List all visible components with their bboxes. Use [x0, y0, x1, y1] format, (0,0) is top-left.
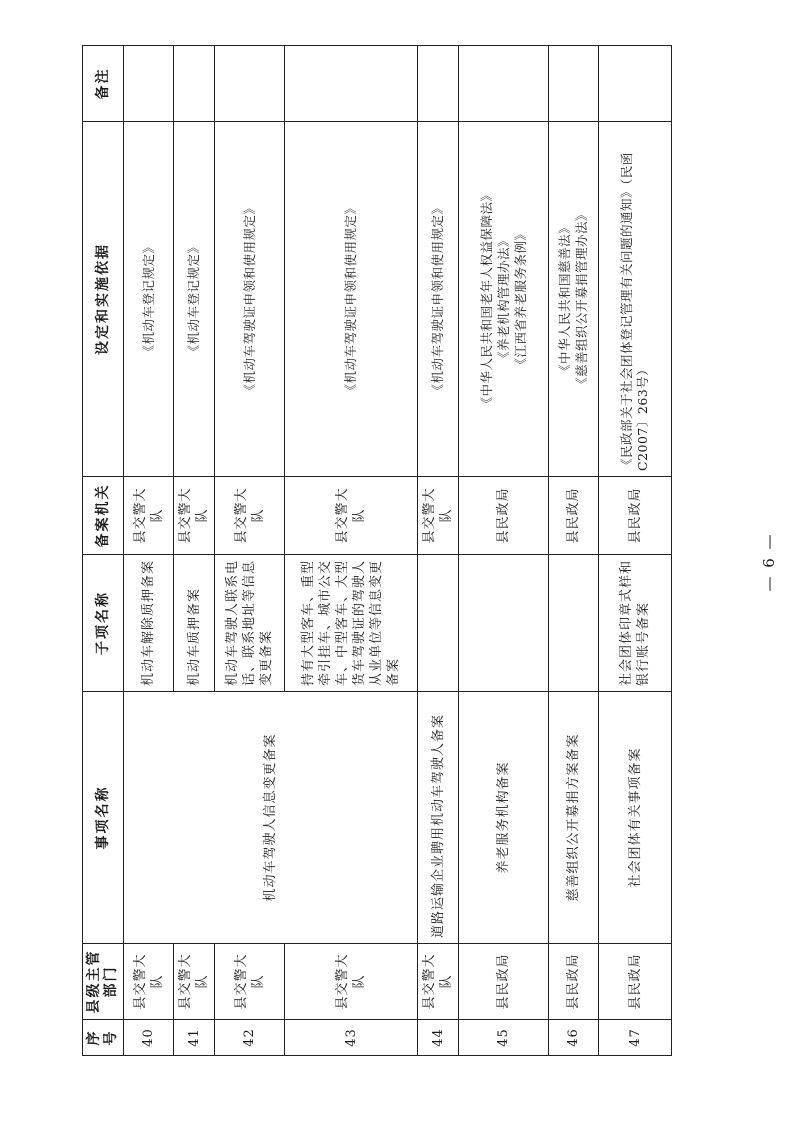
dept-cell: 县交警大队: [285, 944, 418, 1020]
agency-cell: 县交警大队: [124, 477, 174, 555]
basis-line: 《民政部关于社会团体登记管理有关问题的通知》（民函C2007〕263号）: [619, 152, 650, 471]
dept-cell: 县交警大队: [215, 944, 285, 1020]
agency-cell: 县交警大队: [285, 477, 418, 555]
basis-line: 《机动车登记规定》: [186, 240, 201, 358]
remark-cell: [174, 46, 215, 122]
remark-cell: [215, 46, 285, 122]
seq-cell: 42: [215, 1020, 285, 1056]
header-seq: 序号: [83, 1020, 124, 1056]
basis-line: 《养老机构管理办法》: [495, 234, 511, 365]
agency-cell: 县民政局: [459, 477, 549, 555]
basis-line: 《机动车驾驶证申领和使用规定》: [430, 201, 445, 397]
agency-cell: 县交警大队: [418, 477, 459, 555]
remark-cell: [124, 46, 174, 122]
basis-cell: [549, 122, 599, 477]
sub-cell: [459, 555, 549, 692]
filing-items-table: [82, 45, 672, 1056]
dept-cell: 县交警大队: [124, 944, 174, 1020]
sub-cell: 社会团体印章式样和银行账号备案: [599, 555, 672, 692]
dept-cell: 县民政局: [549, 944, 599, 1020]
header-remark: 备注: [83, 46, 124, 122]
dept-cell: 县民政局: [459, 944, 549, 1020]
header-sub: 子项名称: [83, 555, 124, 692]
seq-cell: 41: [174, 1020, 215, 1056]
agency-cell: 县民政局: [599, 477, 672, 555]
seq-cell: 44: [418, 1020, 459, 1056]
basis-cell: [459, 122, 549, 477]
seq-cell: 40: [124, 1020, 174, 1056]
item-cell: 社会团体有关事项备案: [599, 692, 672, 944]
table-row: [459, 46, 549, 1056]
agency-cell: 县交警大队: [215, 477, 285, 555]
page-number: — 6 —: [760, 532, 778, 592]
item-cell: 养老服务机构备案: [459, 692, 549, 944]
basis-line: 《中华人民共和国慈善法》: [557, 221, 572, 378]
basis-line: 《慈善组织公开募捐管理办法》: [574, 208, 589, 391]
dept-cell: 县交警大队: [418, 944, 459, 1020]
sub-cell: 机动车解除质押备案: [124, 555, 174, 692]
basis-cell: [215, 122, 285, 477]
header-item: 事项名称: [83, 692, 124, 944]
item-cell: 机动车驾驶人信息变更备案: [124, 692, 418, 944]
sub-cell: 机动车质押备案: [174, 555, 215, 692]
basis-line: 《机动车驾驶证申领和使用规定》: [241, 201, 257, 397]
table-header-row: [83, 46, 124, 1056]
header-basis: 设定和实施依据: [83, 122, 124, 477]
table-row: [599, 46, 672, 1056]
sub-cell: [418, 555, 459, 692]
agency-cell: 县民政局: [549, 477, 599, 555]
dept-cell: 县民政局: [599, 944, 672, 1020]
seq-cell: 47: [599, 1020, 672, 1056]
dept-cell: 县交警大队: [174, 944, 215, 1020]
item-cell: 慈善组织公开募捐方案备案: [549, 692, 599, 944]
basis-line: 《中华人民共和国老年人权益保障法》: [478, 188, 494, 410]
basis-line: 《机动车登记规定》: [140, 240, 156, 358]
sub-cell: 持有大型客车、重型牵引挂车、城市公交车、中型客车、大型货车驾驶证的驾驶人从业单位等信息变更备案: [285, 555, 418, 692]
remark-cell: [418, 46, 459, 122]
seq-cell: 45: [459, 1020, 549, 1056]
remark-cell: [599, 46, 672, 122]
agency-cell: 县交警大队: [174, 477, 215, 555]
header-dept: 县级主管部门: [83, 944, 124, 1020]
basis-cell: [124, 122, 174, 477]
basis-cell: [599, 122, 672, 477]
table-row: [418, 46, 459, 1056]
sub-cell: 机动车驾驶人联系电话、联系地址等信息变更备案: [215, 555, 285, 692]
basis-cell: [174, 122, 215, 477]
seq-cell: 46: [549, 1020, 599, 1056]
basis-cell: [285, 122, 418, 477]
remark-cell: [459, 46, 549, 122]
basis-line: 《江西省养老服务条例》: [512, 227, 528, 371]
seq-cell: 43: [285, 1020, 418, 1056]
header-agency: 备案机关: [83, 477, 124, 555]
basis-cell: [418, 122, 459, 477]
table-row: [124, 46, 174, 1056]
remark-cell: [285, 46, 418, 122]
table-row: [549, 46, 599, 1056]
basis-line: 《机动车驾驶证申领和使用规定》: [343, 201, 358, 397]
item-cell: 道路运输企业聘用机动车驾驶人备案: [418, 692, 459, 944]
sub-cell: [549, 555, 599, 692]
remark-cell: [549, 46, 599, 122]
